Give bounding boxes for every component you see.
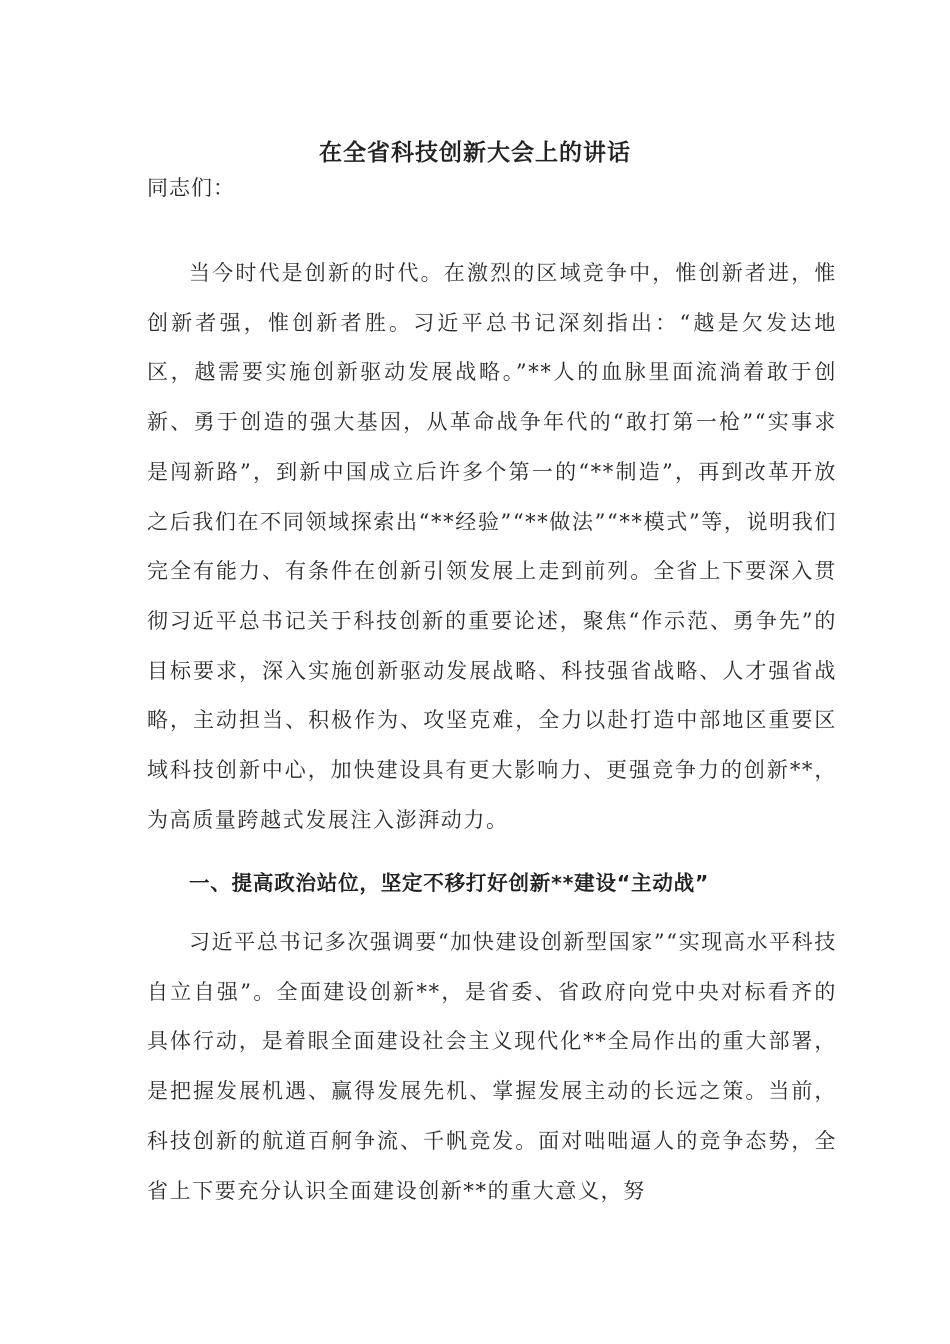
paragraph-section-1: 习近平总书记多次强调要“加快建设创新型国家”“实现高水平科技自立自强”。全面建设创新**，是省委、省政府向党中央对标看齐的具体行动，是着眼全面建设社会主义现代化**全局作出的重大部署，是把握发展机遇、赢得发展先机、掌握发展主动的长远之策。当前，科技创新的航道百舸争流、千帆竞发。面对咄咄逼人的竞争态势，全省上下要充分认识全面建设创新**的重大意义，努 xyxy=(147,930,837,1203)
section-heading-1: 一、提高政治站位，坚定不移打好创新**建设“主动战” xyxy=(189,871,710,895)
document-title: 在全省科技创新大会上的讲话 xyxy=(319,140,631,166)
salutation: 同志们： xyxy=(147,176,235,200)
paragraph-intro: 当今时代是创新的时代。在激烈的区域竞争中，惟创新者进，惟创新者强，惟创新者胜。习近平总书记深刻指出：“越是欠发达地区，越需要实施创新驱动发展战略。”**人的血脉里面流淌着敢于创新、勇于创造的强大基因，从革命战争年代的“敢打第一枪”“实事求是闯新路”，到新中国成立后许多个第一的“**制造”，再到改革开放之后我们在不同领域探索出“**经验”“**做法”“**模式”等，说明我们完全有能力、有条件在创新引领发展上走到前列。全省上下要深入贯彻习近平总书记关于科技创新的重要论述，聚焦“作示范、勇争先”的目标要求，深入实施创新驱动发展战略、科技强省战略、人才强省战略，主动担当、积极作为、攻坚克难，全力以赴打造中部地区重要区域科技创新中心，加快建设具有更大影响力、更强竞争力的创新**，为高质量跨越式发展注入澎湃动力。 xyxy=(147,261,837,832)
